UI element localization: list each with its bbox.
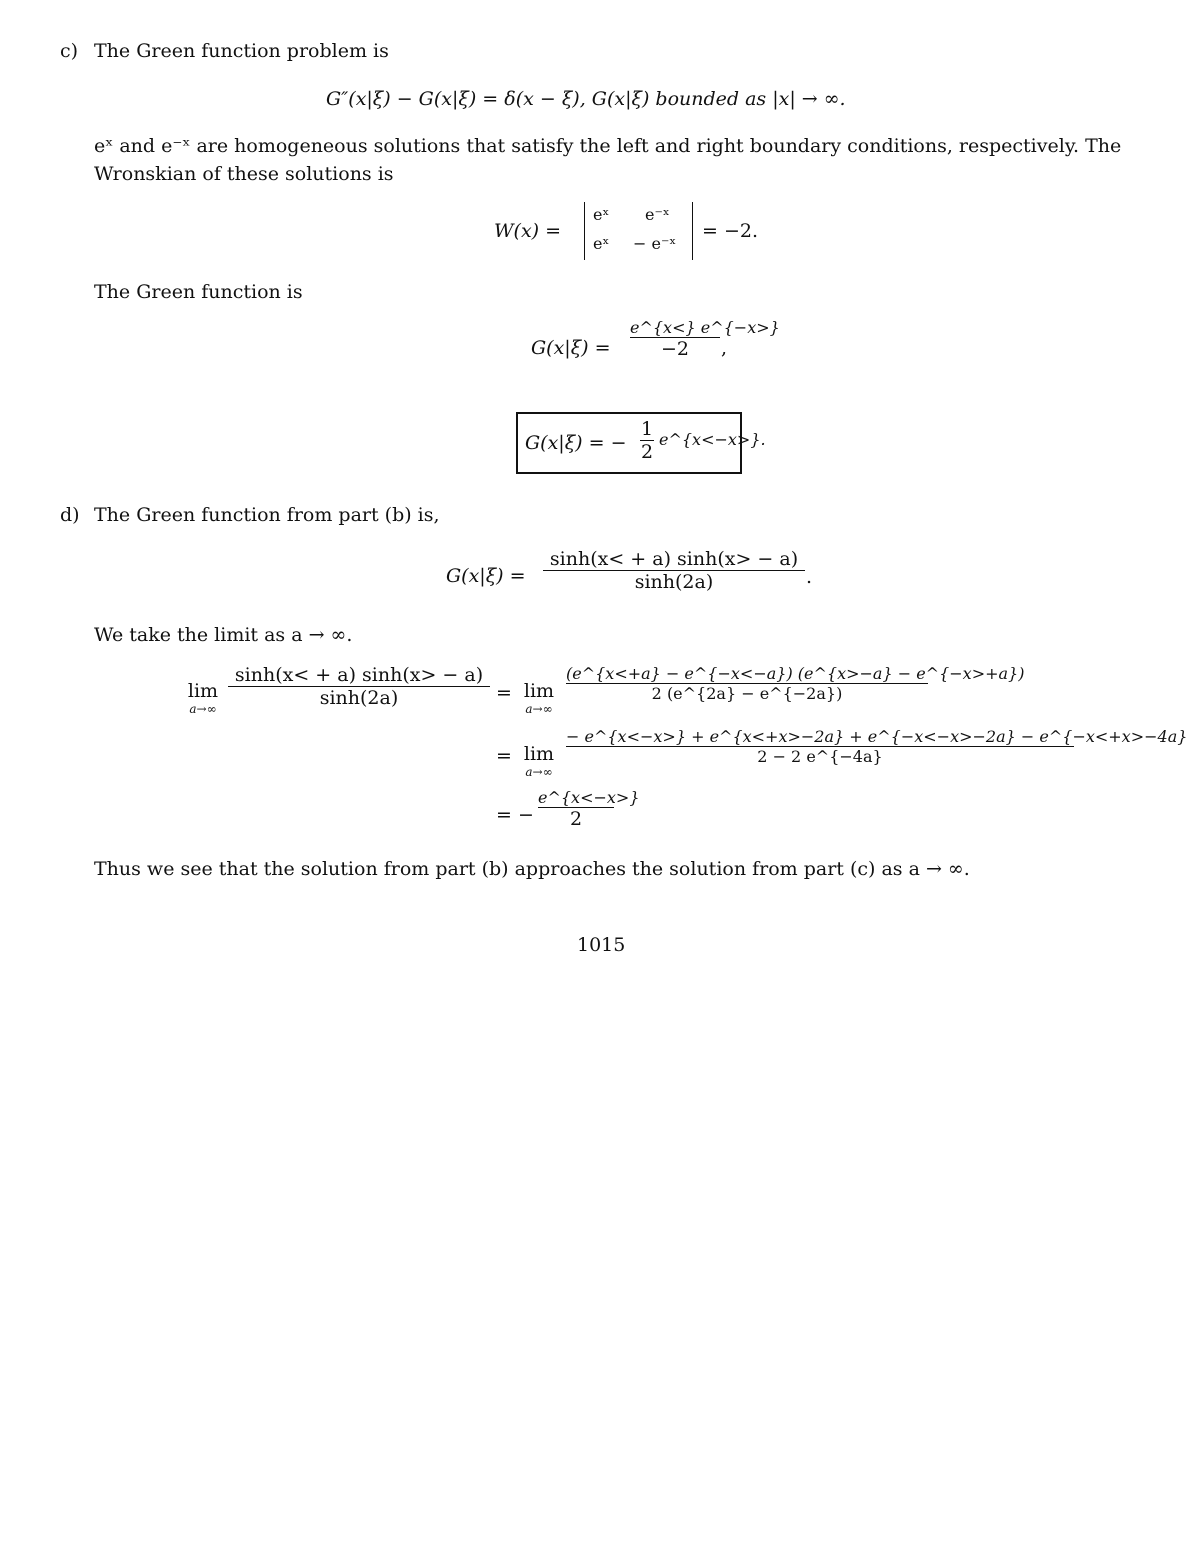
step3-fraction (538, 788, 640, 830)
boxed-rhs: e^{x<−x>}. (659, 430, 766, 449)
boxed-lhs: G(x|ξ) = − (525, 432, 627, 454)
step2-denominator: 2 − 2 e^{−4a} (757, 747, 883, 766)
step2-lim-subscript: a→∞ (525, 765, 553, 779)
lhs-numerator: sinh(x< + a) sinh(x> − a) (234, 664, 484, 686)
step1-fraction (566, 664, 1025, 703)
part-b-green-denominator: sinh(2a) (634, 571, 714, 593)
green-function-lhs: G(x|ξ) = (531, 337, 611, 359)
green-function-fraction (630, 318, 780, 360)
step1-lim-subscript: a→∞ (525, 702, 553, 716)
determinant-right-bar (692, 202, 693, 260)
part-c-label: c) (60, 40, 79, 62)
wronskian-lhs: W(x) = (494, 220, 562, 242)
green-function-numerator: e^{x<} e^{−x>} (630, 318, 780, 337)
step3-prefix: = − (496, 804, 534, 826)
part-c-intro: The Green function problem is (94, 40, 389, 62)
step2-limit (518, 745, 560, 778)
green-problem-equation: G″(x|ξ) − G(x|ξ) = δ(x − ξ), G(x|ξ) bounded as |x| → ∞. (326, 88, 846, 110)
wronskian-intro-text: Wronskian of these solutions is (94, 163, 394, 185)
part-b-green-numerator: sinh(x< + a) sinh(x> − a) (549, 548, 799, 570)
step2-equals: = (496, 745, 512, 767)
step1-lim-word: lim (523, 680, 555, 702)
step2-numerator: − e^{x<−x>} + e^{x<+x>−2a} + e^{−x<−x>−2a} − e^{−x<+x>−4a} (566, 727, 1188, 746)
wronskian-entry-22: − e⁻ˣ (633, 234, 677, 253)
step1-numerator: (e^{x<+a} − e^{−x<−a}) (e^{x>−a} − e^{−x>+a}) (566, 664, 1025, 683)
lhs-lim-subscript: a→∞ (189, 702, 217, 716)
determinant-left-bar (584, 202, 585, 260)
homogeneous-solutions-text: eˣ and e⁻ˣ are homogeneous solutions that satisfy the left and right boundary conditions, respectively. The (94, 135, 1122, 157)
wronskian-entry-11: eˣ (593, 205, 610, 224)
lhs-limit (182, 682, 224, 715)
lhs-lim-word: lim (187, 680, 219, 702)
step3-numerator: e^{x<−x>} (538, 788, 640, 807)
wronskian-rhs: = −2. (702, 220, 759, 242)
part-d-intro: The Green function from part (b) is, (94, 504, 440, 526)
part-d-label: d) (60, 504, 80, 526)
boxed-denominator: 2 (640, 441, 654, 463)
green-function-intro: The Green function is (94, 281, 303, 303)
step3-denominator: 2 (569, 808, 583, 830)
green-function-comma: , (721, 337, 728, 359)
limit-intro: We take the limit as a → ∞. (94, 624, 353, 646)
lhs-denominator: sinh(2a) (319, 687, 399, 709)
green-function-denominator: −2 (660, 338, 689, 360)
step2-lim-word: lim (523, 743, 555, 765)
step1-equals: = (496, 682, 512, 704)
lhs-fraction (228, 664, 490, 709)
part-b-green-lhs: G(x|ξ) = (446, 565, 526, 587)
boxed-fraction (640, 418, 654, 463)
boxed-numerator: 1 (640, 418, 654, 440)
boxed-result (516, 412, 766, 474)
part-b-green-period: . (806, 566, 813, 588)
part-b-green-fraction (543, 548, 805, 593)
wronskian-entry-21: eˣ (593, 234, 610, 253)
step2-fraction (566, 727, 1188, 766)
step1-denominator: 2 (e^{2a} − e^{−2a}) (651, 684, 843, 703)
conclusion-text: Thus we see that the solution from part (b) approaches the solution from part (c) as a → ∞. (94, 858, 970, 880)
wronskian-entry-12: e⁻ˣ (645, 205, 670, 224)
step1-limit (518, 682, 560, 715)
page-number: 1015 (577, 934, 626, 956)
